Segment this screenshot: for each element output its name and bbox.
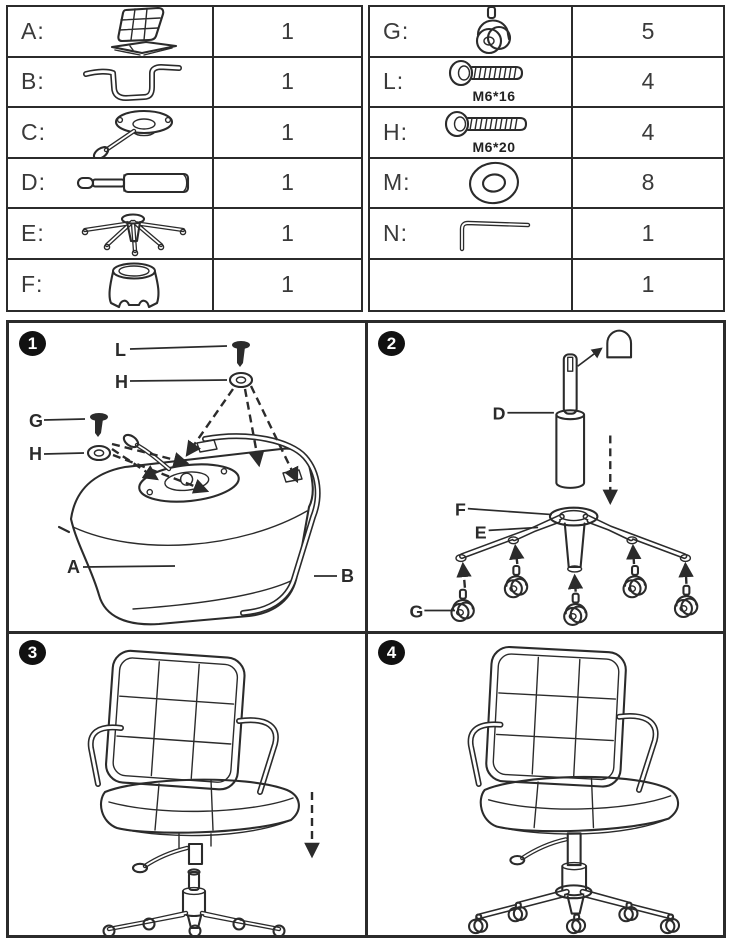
part-cell-h xyxy=(370,108,573,157)
parts-row-n xyxy=(370,209,723,260)
step1-label-washer-top: H xyxy=(115,372,128,392)
step-3-badge xyxy=(19,640,46,665)
telescopic-cover-icon xyxy=(55,260,212,310)
step-1-panel xyxy=(9,323,368,634)
part-cell-l xyxy=(370,58,573,107)
washer-icon xyxy=(417,160,571,206)
screw-m6x16-icon xyxy=(417,59,571,104)
part-label-l: L: xyxy=(383,68,405,95)
parts-row-e xyxy=(8,209,361,260)
step-1-badge xyxy=(19,331,46,356)
part-cell-f xyxy=(8,260,214,311)
part-qty-f: 1 xyxy=(281,271,294,298)
part-cell-blank xyxy=(370,260,573,311)
step-2-panel xyxy=(368,323,723,634)
step-2-number: 2 xyxy=(386,333,397,353)
parts-row-g xyxy=(370,7,723,58)
step-3-number: 3 xyxy=(27,642,38,662)
gas-lift-icon xyxy=(55,168,212,198)
part-qty-d: 1 xyxy=(281,169,294,196)
step1-label-screw-left: G xyxy=(29,411,44,431)
step2-illustration xyxy=(368,323,723,631)
part-qty-m: 8 xyxy=(641,169,655,196)
step-3-panel xyxy=(9,634,368,935)
screw-size-label: M6*20 xyxy=(472,138,516,155)
screw-m6x20-icon xyxy=(417,110,571,155)
step4-illustration xyxy=(368,634,723,935)
part-label-d: D: xyxy=(21,169,46,196)
step2-label-base: E xyxy=(474,522,487,543)
parts-row-blank xyxy=(370,260,723,311)
step1-label-frame: B xyxy=(341,566,354,586)
part-qty-c: 1 xyxy=(281,118,294,145)
caster-row xyxy=(469,903,679,933)
part-label-e: E: xyxy=(21,219,45,246)
screw-size-label: M6*16 xyxy=(472,88,516,105)
allen-key-icon xyxy=(417,213,571,253)
step-4-badge xyxy=(378,640,405,665)
parts-row-b xyxy=(8,58,361,109)
step2-label-caster: G xyxy=(409,601,424,622)
part-label-f: F: xyxy=(21,271,44,298)
cantilever-frame-icon xyxy=(55,59,212,105)
five-star-base-icon xyxy=(55,207,212,259)
step1-label-washer-left: H xyxy=(29,444,42,464)
part-cell-g xyxy=(370,7,573,56)
caster-icon xyxy=(417,5,571,57)
part-label-n: N: xyxy=(383,219,408,246)
part-cell-c xyxy=(8,108,214,157)
step1-label-seat: A xyxy=(67,557,80,577)
parts-row-d xyxy=(8,159,361,210)
step2-label-gas-lift: D xyxy=(492,403,506,424)
part-qty-h: 4 xyxy=(641,118,655,145)
parts-row-m xyxy=(370,159,723,210)
part-cell-m xyxy=(370,159,573,208)
part-label-g: G: xyxy=(383,17,410,44)
parts-row-f xyxy=(8,260,361,311)
part-cell-n xyxy=(370,209,573,258)
part-qty-e: 1 xyxy=(281,219,294,246)
step-4-number: 4 xyxy=(386,642,397,662)
part-cell-e xyxy=(8,209,214,258)
part-cell-b xyxy=(8,58,214,107)
part-label-b: B: xyxy=(21,68,45,95)
step3-illustration xyxy=(9,634,365,935)
part-qty-g: 5 xyxy=(641,17,655,44)
part-cell-a xyxy=(8,7,214,56)
part-qty-l: 4 xyxy=(641,68,655,95)
part-label-c: C: xyxy=(21,118,46,145)
seat-and-back-icon xyxy=(55,6,212,56)
part-qty-b: 1 xyxy=(281,68,294,95)
parts-table-left xyxy=(6,5,363,312)
part-qty-n: 1 xyxy=(641,219,655,246)
step1-illustration xyxy=(9,323,365,631)
parts-row-c xyxy=(8,108,361,159)
assembly-steps-grid xyxy=(6,320,726,938)
step-1-number: 1 xyxy=(27,333,38,353)
parts-row-h xyxy=(370,108,723,159)
mechanism-icon xyxy=(55,105,212,159)
part-label-a: A: xyxy=(21,17,45,44)
step-4-panel xyxy=(368,634,723,935)
part-label-h: H: xyxy=(383,118,408,145)
step-2-badge xyxy=(378,331,405,356)
step2-label-cover: F xyxy=(455,499,466,520)
parts-table-right xyxy=(368,5,725,312)
parts-row-l xyxy=(370,58,723,109)
part-cell-d xyxy=(8,159,214,208)
step1-label-screw-top: L xyxy=(115,340,126,360)
caster-group xyxy=(451,546,697,625)
part-qty-blank: 1 xyxy=(641,271,655,298)
part-label-m: M: xyxy=(383,169,411,196)
parts-row-a xyxy=(8,7,361,58)
part-qty-a: 1 xyxy=(281,17,294,44)
